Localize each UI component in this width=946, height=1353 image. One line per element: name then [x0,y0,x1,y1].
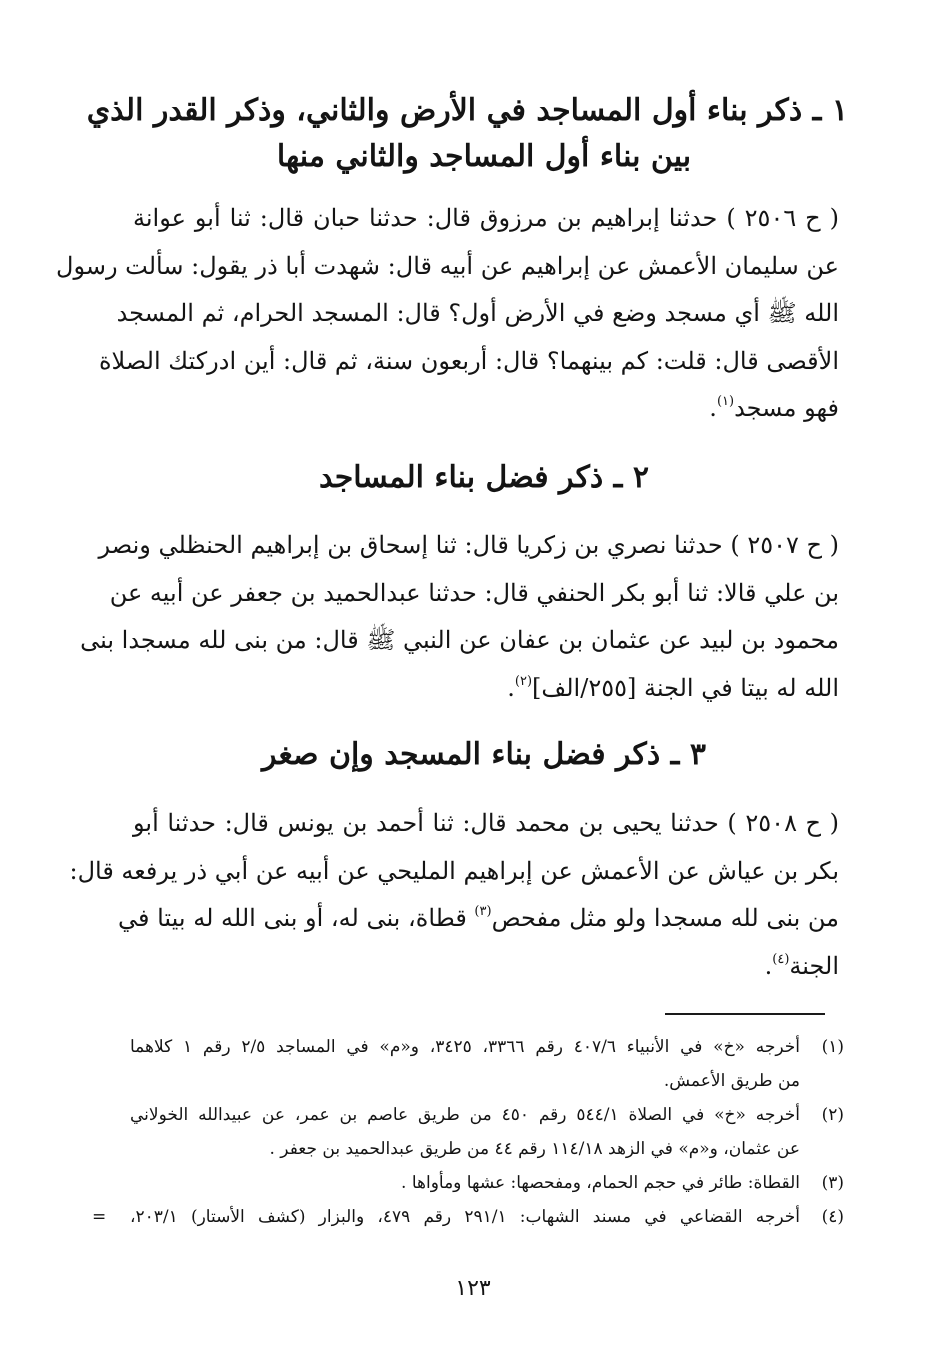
footnote-line: أخرجه «خ» في الصلاة ٥٤٤/١ رقم ٤٥٠ من طريق عاصم بن عمر، عن عبيدالله الخولاني [130,1105,800,1125]
footnote-1 [130,1030,844,1098]
hadith-2506-line: الأقصى قال: قلت: كم بينهما؟ قال: أربعون سنة، ثم قال: أين ادركتك الصلاة [98,346,839,375]
hadith-2507-last-line [133,665,839,713]
hadith-2508-last-text: الجنة [789,951,839,980]
page-number: ١٢٣ [455,1276,491,1301]
footnote-ref-3[interactable]: (٣) [474,904,492,919]
footnotes [92,1030,844,1234]
footnote-text [130,1200,800,1234]
section-1-heading-line-2: بين بناء أول المساجد والثاني منها [276,139,692,174]
section-1-heading [86,88,848,180]
footnote-number: (٤) [821,1207,844,1227]
hadith-2508-line: ( ح ٢٥٠٨ ) حدثنا يحيى بن محمد قال: ثنا أحمد بن يونس قال: حدثنا أبو [133,809,839,837]
hadith-2507-line: بن علي قالا: ثنا أبو بكر الحنفي قال: حدثنا عبدالحميد بن جعفر عن أبيه عن [109,578,839,607]
footnote-ref-1[interactable]: (١) [716,394,735,409]
footnote-2 [130,1098,844,1166]
hadith-2506-line: الله ﷺ أي مسجد وضع في الأرض أول؟ قال: المسجد الحرام، ثم المسجد [116,299,839,327]
hadith-2508-line-3 [118,895,839,943]
hadith-2506-text [56,195,839,433]
footnote-line: أخرجه القضاعي في مسند الشهاب: ٢٩١/١ رقم ٤٧٩، والبزار (كشف الأستار) ٢٠٣/١، [130,1207,800,1227]
footnote-number: (٢) [821,1105,844,1125]
footnote-line: من طريق الأعمش. [663,1071,800,1091]
footnote-text [130,1166,800,1200]
footnote-text [130,1098,800,1166]
hadith-2507-last-text: الله له بيتا في الجنة [٢٥٥/الف] [532,673,839,702]
hadith-2508-line: بكر بن عياش عن الأعمش عن إبراهيم المليحي عن أبيه عن أبي ذر يرفعه قال: [69,856,839,885]
footnote-number: (٣) [821,1173,844,1193]
section-1-heading-line-1: ١ ـ ذكر بناء أول المساجد في الأرض والثاني، وذكر القدر الذي [86,93,848,128]
section-3-heading: ٣ ـ ذكر فضل بناء المسجد وإن صغر [262,737,706,772]
footnote-text [130,1030,800,1098]
hadith-2507-line: ( ح ٢٥٠٧ ) حدثنا نصري بن زكريا قال: ثنا إسحاق بن إبراهيم الحنظلي ونصر [98,531,839,559]
hadith-2506-line: ( ح ٢٥٠٦ ) حدثنا إبراهيم بن مرزوق قال: حدثنا حبان قال: ثنا أبو عوانة [133,204,839,232]
hadith-2507-end: . [507,673,515,702]
footnote-ref-2[interactable]: (٢) [514,673,533,689]
hadith-2506-last-line [133,385,839,433]
hadith-2506-last-text: فهو مسجد [734,394,839,422]
hadith-2508-line-3-start: من بنى لله مسجدا ولو مثل مفحص [491,904,839,932]
footnote-line: عن عثمان، و«م» في الزهد ١١٤/١٨ رقم ٤٤ من طريق عبدالحميد بن جعفر . [269,1139,800,1159]
section-2-heading: ٢ ـ ذكر فضل بناء المساجد [318,460,650,495]
footnote-3 [130,1166,844,1200]
hadith-2506-line: عن سليمان الأعمش عن إبراهيم عن أبيه قال: شهدت أبا ذر يقول: سألت رسول [56,251,839,280]
footnote-number: (١) [821,1037,844,1057]
hadith-2508-end: . [764,951,773,980]
footnote-line: القطاة: طائر في حجم الحمام، ومفحصها: عشها ومأواها . [401,1173,800,1193]
footnote-4 [92,1200,844,1234]
hadith-2508-line-3-end: قطاة، بنى له، أو بنى الله له بيتا في [118,904,475,932]
hadith-2508-last-line [133,943,839,991]
hadith-2506-end: . [709,394,717,422]
hadith-2508-text [69,800,839,990]
footnote-separator [665,1013,825,1015]
footnote-line: أخرجه «خ» في الأنبياء ٤٠٧/٦ رقم ٣٣٦٦، ٣٤٢٥، و«م» في المساجد ٢/٥ رقم ١ كلاهما [130,1037,800,1057]
footnote-ref-4[interactable]: (٤) [772,951,790,967]
hadith-2507-line: محمود بن لبيد عن عثمان بن عفان عن النبي ﷺ قال: من بنى لله مسجدا بنى [80,626,839,654]
hadith-2507-text [80,522,839,712]
continuation-mark: = [92,1207,107,1227]
